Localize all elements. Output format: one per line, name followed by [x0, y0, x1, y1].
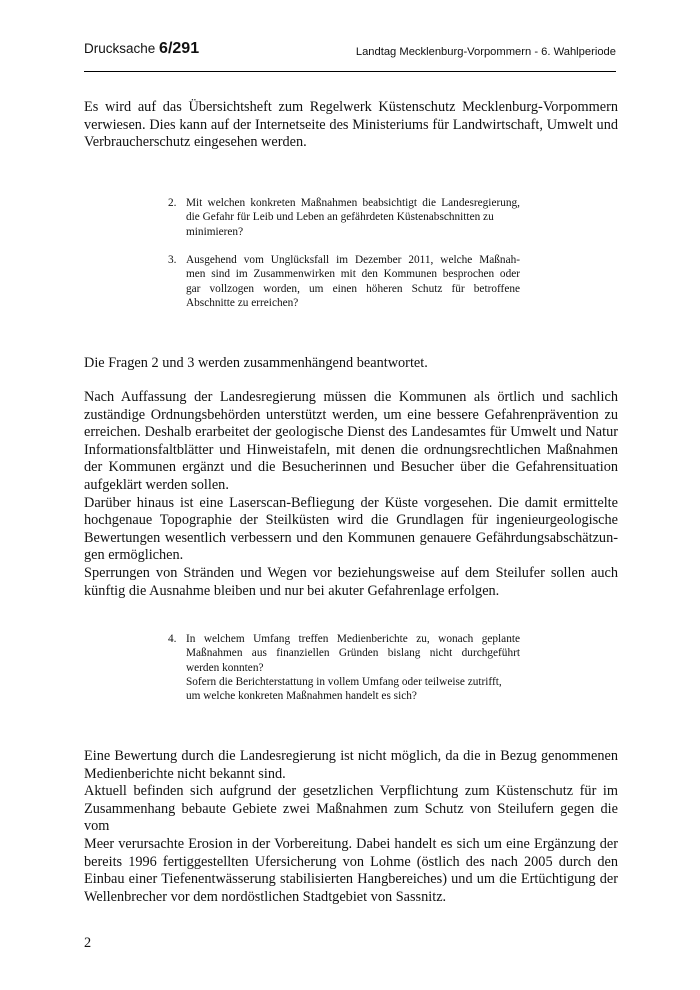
question-line: Sofern die Berichterstattung in vollem Umfang oder teilweise zutrifft,	[186, 675, 502, 688]
question-line: Mit welchen konkreten Maßnahmen beabsichtigt die Landesregierung,	[186, 197, 520, 209]
text-line: zuständige Ordnungsbehörden unterstützt werden, um eine bessere Gefahrenprävention zu	[84, 406, 618, 423]
question-line: men sind im Zusammenwirken mit den Kommunen besprochen oder	[186, 268, 520, 281]
question-line: minimieren?	[186, 225, 244, 238]
text-line: Informationsfaltblätter und Hinweistafeln, mit denen die ordnungsrechtlichen Maßnahmen	[84, 441, 618, 458]
question-4	[168, 632, 520, 703]
page-number: 2	[84, 935, 92, 951]
text-line: Aktuell befinden sich aufgrund der gesetzlichen Verpflichtung zum Küstenschutz für im	[84, 783, 618, 800]
drucksache-number: 6/291	[159, 40, 200, 57]
page-header	[84, 40, 616, 62]
answer-2-3-body	[84, 389, 618, 600]
answer-2-3-intro: Die Fragen 2 und 3 werden zusammenhängend beantwortet.	[84, 355, 428, 371]
question-line: gar vollzogen worden, um einen höheren Schutz für betroffene	[186, 282, 520, 295]
text-line: Zusammenhang bebaute Gebiete zwei Maßnahmen zum Schutz von Steilufern gegen die vom	[84, 800, 618, 835]
question-line: werden konnten?	[186, 661, 264, 674]
question-line: Maßnahmen aus finanziellen Gründen bislang nicht durchgeführt	[186, 647, 520, 660]
text-line: Verbraucherschutz eingesehen werden.	[84, 134, 307, 151]
question-number: 4.	[168, 633, 177, 645]
text-line: Wellenbrecher vor dem nordöstlichen Stadtgebiet von Sassnitz.	[84, 888, 447, 905]
question-line: um welche konkreten Maßnahmen handelt es sich?	[186, 690, 417, 703]
text-line: Einbau einer Tiefenentwässerung stabilisierten Hangbereiches) und um die Ertüchtigung der	[84, 871, 618, 888]
text-line: Eine Bewertung durch die Landesregierung ist nicht möglich, da die in Bezug genommenen	[84, 748, 618, 764]
text-line: bereits 1996 fertiggestellten Ufersicherung von Lohme (östlich des nach 2005 durch den	[84, 853, 618, 870]
text-line: gen ermöglichen.	[84, 547, 184, 564]
question-line: Abschnitte zu erreichen?	[186, 296, 299, 309]
drucksache-text: Drucksache	[84, 41, 156, 56]
question-text	[186, 253, 520, 310]
text-line: künftig die Ausnahme bleiben und nur bei akuter Gefahrenlage erfolgen.	[84, 582, 500, 599]
text-line: Medienberichte nicht bekannt sind.	[84, 765, 286, 782]
text-line: Es wird auf das Übersichtsheft zum Regelwerk Küstenschutz Mecklenburg-Vorpommern	[84, 99, 618, 115]
text-line: Nach Auffassung der Landesregierung müssen die Kommunen als örtlich und sachlich	[84, 389, 618, 405]
header-divider	[84, 71, 616, 72]
drucksache-label	[84, 40, 199, 58]
question-line: In welchem Umfang treffen Medienberichte zu, wonach geplante	[186, 633, 520, 645]
text-line: der Kommunen ergänzt und die Besucherinnen und Besucher über die Gefahrensituation	[84, 459, 618, 476]
question-2	[168, 196, 520, 239]
question-number: 3.	[168, 254, 177, 266]
text-line: Meer verursachte Erosion in der Vorbereitung. Dabei handelt es sich um eine Ergänzung der	[84, 835, 618, 852]
question-text	[186, 196, 520, 239]
answer-4-body	[84, 748, 618, 906]
text-line: aufgeklärt werden sollen.	[84, 476, 229, 493]
text-line: Bewertungen wesentlich verbessern und den Kommunen genauere Gefährdungsabschätzun-	[84, 529, 618, 546]
text-line: Darüber hinaus ist eine Laserscan-Befliegung der Küste vorgesehen. Die damit ermittelte	[84, 494, 618, 511]
question-number: 2.	[168, 197, 177, 209]
text-line: erreichen. Deshalb erarbeitet der geologische Dienst des Landesamtes für Umwelt und Natur	[84, 424, 618, 441]
intro-paragraph	[84, 99, 618, 152]
text-line: hochgenaue Topographie der Steilküsten wird die Grundlagen für ingenieurgeologische	[84, 512, 618, 529]
question-3	[168, 253, 520, 310]
text-line: Sperrungen von Stränden und Wegen vor beziehungsweise auf dem Steilufer sollen auch	[84, 564, 618, 581]
question-text	[186, 632, 520, 703]
question-line: Ausgehend vom Unglücksfall im Dezember 2011, welche Maßnah-	[186, 254, 520, 266]
text-line: verwiesen. Dies kann auf der Internetseite des Ministeriums für Landwirtschaft, Umwelt und	[84, 116, 618, 133]
parliament-name: Landtag Mecklenburg-Vorpommern - 6. Wahlperiode	[355, 46, 616, 58]
question-line: die Gefahr für Leib und Leben an gefährdeten Küstenabschnitten zu	[186, 211, 494, 224]
